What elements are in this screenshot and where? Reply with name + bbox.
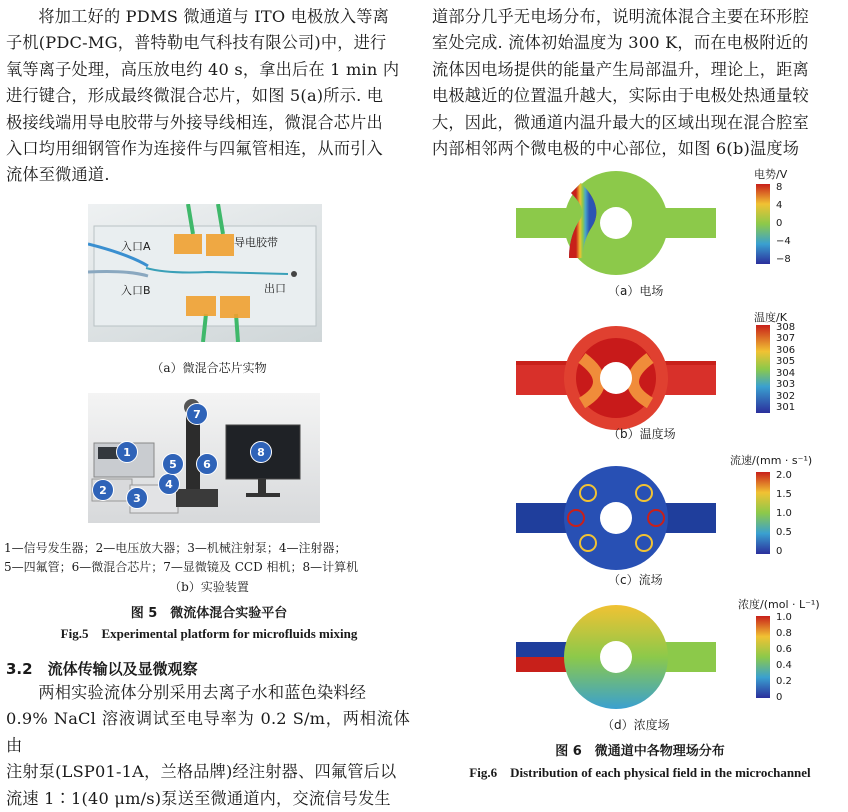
label-inlet-a: 入口A xyxy=(121,240,151,253)
badge-syringe-pump: 3 xyxy=(126,487,148,509)
colorbar-tick: −8 xyxy=(776,254,791,265)
label-outlet: 出口 xyxy=(264,282,286,295)
label-conductive-tape: 导电胶带 xyxy=(234,236,278,249)
badge-syringe: 4 xyxy=(158,473,180,495)
badge-ptfe-tube: 5 xyxy=(162,453,184,475)
body-text-line: 子机(PDC-MG，普特勒电气科技有限公司)中，进行 xyxy=(6,33,387,53)
colorbar-tick: 2.0 xyxy=(776,470,792,481)
colorbar-tick: 301 xyxy=(776,402,796,413)
microchip-photo xyxy=(88,204,322,342)
fig6b-caption: （b）温度场 xyxy=(608,427,676,441)
fig5b-legend-line2: 5—四氟管；6—微混合芯片；7—显微镜及 CCD 相机；8—计算机 xyxy=(4,560,359,574)
body-text-line: 两相实验流体分别采用去离子水和蓝色染料经 xyxy=(38,683,367,702)
badge-computer: 8 xyxy=(250,441,272,463)
colorbar-tick: 303 xyxy=(776,379,796,391)
fig6d-caption: （d）浓度场 xyxy=(602,718,670,732)
colorbar-tick: 1.0 xyxy=(776,612,792,623)
fig6-title-en: Fig.6 Distribution of each physical field in the microchannel xyxy=(469,765,811,780)
fig5a-caption: （a）微混合芯片实物 xyxy=(151,361,267,375)
fig6a-colorbar xyxy=(756,184,770,264)
fig6d-concentration-field xyxy=(516,602,716,712)
fig6a-electric-field xyxy=(516,168,716,278)
intro-paragraph-right xyxy=(432,4,842,162)
colorbar-tick: 308 xyxy=(776,322,796,333)
colorbar-tick: 0.2 xyxy=(776,676,792,687)
badge-microscope: 7 xyxy=(186,403,208,425)
colorbar-tick: 8 xyxy=(776,182,783,193)
body-text-line: 将加工好的 PDMS 微通道与 ITO 电极放入等离 xyxy=(38,7,389,26)
colorbar-tick: 4 xyxy=(776,200,783,211)
fig5b-legend-line1: 1—信号发生器；2—电压放大器；3—机械注射泵；4—注射器； xyxy=(4,541,347,555)
body-text-line: 内部相邻两个微电极的中心部位，如图 6(b)温度场 xyxy=(432,139,800,159)
colorbar-tick: 0.4 xyxy=(776,660,792,671)
fig6c-flow-field xyxy=(516,463,716,573)
colorbar-tick: 0 xyxy=(776,218,783,229)
body-text-line: 流速 1∶1(40 μm/s)泵送至微通道内，交流信号发生 xyxy=(6,788,391,808)
body-text-line: 大，因此，微通道内温升最大的区域出现在混合腔室 xyxy=(432,112,809,132)
colorbar-tick: 307 xyxy=(776,333,796,345)
colorbar-tick: 0.8 xyxy=(776,628,792,639)
colorbar-tick: 0.5 xyxy=(776,527,792,538)
label-inlet-b: 入口B xyxy=(121,284,151,297)
fig6b-colorbar-title: 温度/K xyxy=(754,311,787,324)
colorbar-tick: 302 xyxy=(776,390,796,402)
colorbar-tick: 1.0 xyxy=(776,508,792,519)
body-text-line: 流体至微通道. xyxy=(6,165,110,185)
body-text-line: 0.9% NaCl 溶液调试至电导率为 0.2 S/m，两相流体由 xyxy=(6,709,410,755)
fig6c-colorbar-title: 流速/(mm · s⁻¹) xyxy=(730,454,813,467)
colorbar-tick: 0 xyxy=(776,546,783,557)
section-paragraph xyxy=(6,680,410,812)
colorbar-tick: 304 xyxy=(776,367,796,379)
intro-paragraph-left xyxy=(6,4,410,189)
body-text-line: 极接线端用导电胶带与外接导线相连，微混合芯片出 xyxy=(6,112,383,132)
badge-voltage-amplifier: 2 xyxy=(92,479,114,501)
fig6d-colorbar-title: 浓度/(mol · L⁻¹) xyxy=(738,598,820,611)
body-text-line: 电极越近的位置温升越大，实际由于电极处热通量较 xyxy=(432,86,809,106)
colorbar-tick: 305 xyxy=(776,356,796,368)
colorbar-tick: 1.5 xyxy=(776,489,792,500)
section-heading: 3.2 流体传输以及显微观察 xyxy=(6,660,198,678)
colorbar-tick: 0 xyxy=(776,692,783,703)
fig5b-caption: （b）实验装置 xyxy=(169,580,249,594)
colorbar-tick: 0.6 xyxy=(776,644,792,655)
fig6a-caption: （a）电场 xyxy=(608,284,664,298)
body-text-line: 进行键合，形成最终微混合芯片，如图 5(a)所示. 电 xyxy=(6,86,384,106)
body-text-line: 氧等离子处理，高压放电约 40 s，拿出后在 1 min 内 xyxy=(6,59,400,79)
body-text-line: 入口均用细钢管作为连接件与四氟管相连，从而引入 xyxy=(6,139,383,159)
fig6c-colorbar xyxy=(756,472,770,554)
badge-microchip: 6 xyxy=(196,453,218,475)
fig5-title-en: Fig.5 Experimental platform for microfluids mixing xyxy=(60,626,358,641)
experiment-setup-photo xyxy=(88,393,320,523)
colorbar-tick: 306 xyxy=(776,344,796,356)
colorbar-tick: −4 xyxy=(776,236,791,247)
fig6-title-cn: 图 6 微通道中各物理场分布 xyxy=(555,744,725,759)
fig6c-caption: （c）流场 xyxy=(608,573,663,587)
body-text-line: 道部分几乎无电场分布，说明流体混合主要在环形腔 xyxy=(432,7,809,26)
badge-signal-generator: 1 xyxy=(116,441,138,463)
fig6d-colorbar xyxy=(756,616,770,698)
microchip-illustration xyxy=(88,204,322,342)
body-text-line: 流体因电场提供的能量产生局部温升，理论上，距离 xyxy=(432,59,809,79)
fig6a-colorbar-title: 电势/V xyxy=(754,168,788,181)
fig5-title-cn: 图 5 微流体混合实验平台 xyxy=(130,606,288,621)
fig6b-colorbar xyxy=(756,325,770,413)
body-text-line: 室处完成. 流体初始温度为 300 K，而在电极附近的 xyxy=(432,33,809,53)
fig6b-temperature-field xyxy=(516,323,716,433)
body-text-line: 注射泵(LSP01-1A，兰格品牌)经注射器、四氟管后以 xyxy=(6,762,397,782)
